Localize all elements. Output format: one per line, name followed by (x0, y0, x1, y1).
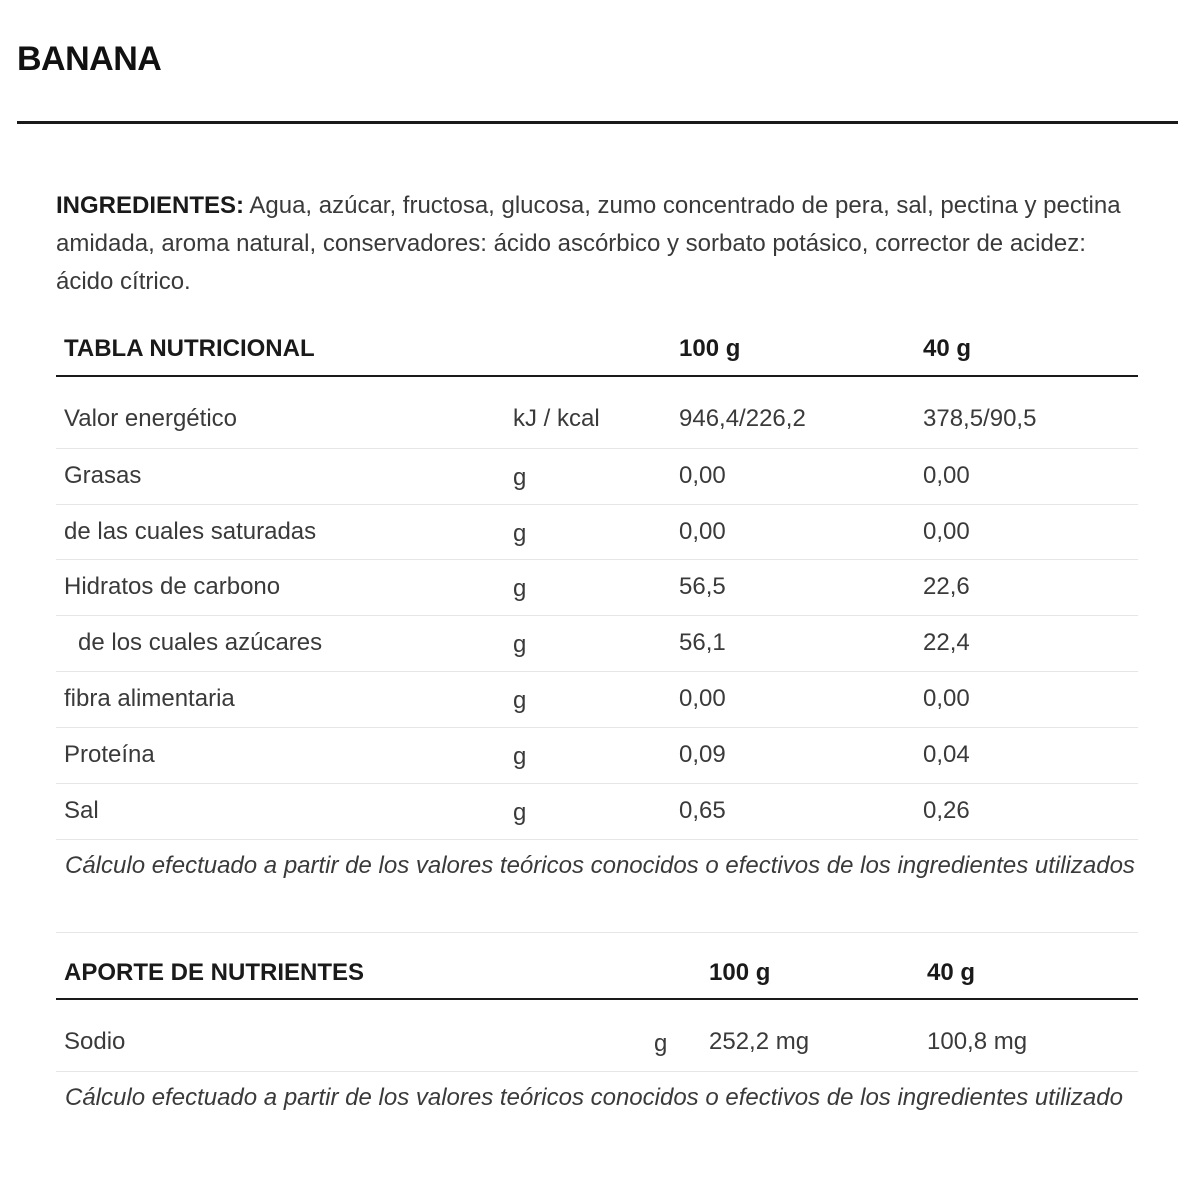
nutrient-name: de las cuales saturadas (64, 518, 317, 545)
nutrient-unit: g (513, 743, 527, 770)
nutrient-name: fibra alimentaria (64, 685, 235, 712)
column-header-40g: 40 g (927, 959, 976, 986)
value-100g: 0,65 (679, 797, 726, 824)
value-40g: 22,6 (923, 573, 970, 600)
nutrient-name: Sal (64, 797, 99, 824)
nutrient-contribution-table (56, 945, 1138, 1162)
table-row (56, 1000, 1138, 1072)
nutrition-note-row (56, 840, 1138, 933)
nutrient-name: Valor energético (64, 405, 237, 432)
nutrient-table-title: APORTE DE NUTRIENTES (64, 959, 365, 986)
table-row (56, 505, 1138, 560)
nutrient-note-row (56, 1072, 1138, 1162)
nutrient-unit: g (654, 1030, 668, 1057)
table-row (56, 377, 1138, 449)
nutrient-name: Grasas (64, 462, 142, 489)
nutrient-unit: g (513, 799, 527, 826)
page-title: BANANA (17, 40, 162, 78)
nutrition-table-header (56, 320, 1138, 377)
nutrient-name: Sodio (64, 1028, 126, 1055)
value-40g: 0,26 (923, 797, 970, 824)
ingredients-text: Agua, azúcar, fructosa, glucosa, zumo concentrado de pera, sal, pectina y pectina amidada, aroma natural, conservadores: ácido ascórbico y sorbato potásico, corrector de acidez: ácido cítrico. (56, 192, 1121, 295)
table-row (56, 560, 1138, 616)
value-100g: 946,4/226,2 (679, 405, 806, 432)
value-100g: 0,00 (679, 685, 726, 712)
table-row (56, 672, 1138, 728)
value-40g: 22,4 (923, 629, 970, 656)
value-100g: 0,00 (679, 518, 726, 545)
value-100g: 0,00 (679, 462, 726, 489)
nutrition-table-title: TABLA NUTRICIONAL (64, 335, 315, 362)
nutrient-unit: g (513, 687, 527, 714)
nutrient-table-header (56, 945, 1138, 1000)
value-40g: 100,8 mg (927, 1028, 1028, 1055)
nutrition-table (56, 320, 1138, 933)
nutrient-unit: g (513, 464, 527, 491)
value-40g: 0,00 (923, 685, 970, 712)
value-100g: 56,5 (679, 573, 726, 600)
ingredients-label: INGREDIENTES: (56, 192, 245, 219)
nutrient-unit: g (513, 575, 527, 602)
nutrient-unit: g (513, 520, 527, 547)
title-divider (17, 121, 1178, 124)
nutrient-note: Cálculo efectuado a partir de los valores teóricos conocidos o efectivos de los ingredientes utilizado (65, 1084, 1123, 1111)
nutrient-unit: g (513, 631, 527, 658)
value-100g: 56,1 (679, 629, 726, 656)
column-header-40g: 40 g (923, 335, 972, 362)
value-40g: 0,00 (923, 518, 970, 545)
value-40g: 0,00 (923, 462, 970, 489)
ingredients-paragraph (56, 187, 1146, 301)
column-header-100g: 100 g (679, 335, 741, 362)
value-100g: 252,2 mg (709, 1028, 810, 1055)
column-header-100g: 100 g (709, 959, 771, 986)
nutrition-note: Cálculo efectuado a partir de los valores teóricos conocidos o efectivos de los ingredientes utilizados (65, 852, 1135, 879)
nutrient-name: Proteína (64, 741, 155, 768)
nutrient-name: de los cuales azúcares (78, 629, 323, 656)
table-row (56, 784, 1138, 840)
table-row (56, 449, 1138, 505)
nutrient-unit: kJ / kcal (513, 405, 600, 432)
table-row (56, 616, 1138, 672)
value-40g: 0,04 (923, 741, 970, 768)
table-row (56, 728, 1138, 784)
value-40g: 378,5/90,5 (923, 405, 1037, 432)
nutrient-name: Hidratos de carbono (64, 573, 281, 600)
value-100g: 0,09 (679, 741, 726, 768)
